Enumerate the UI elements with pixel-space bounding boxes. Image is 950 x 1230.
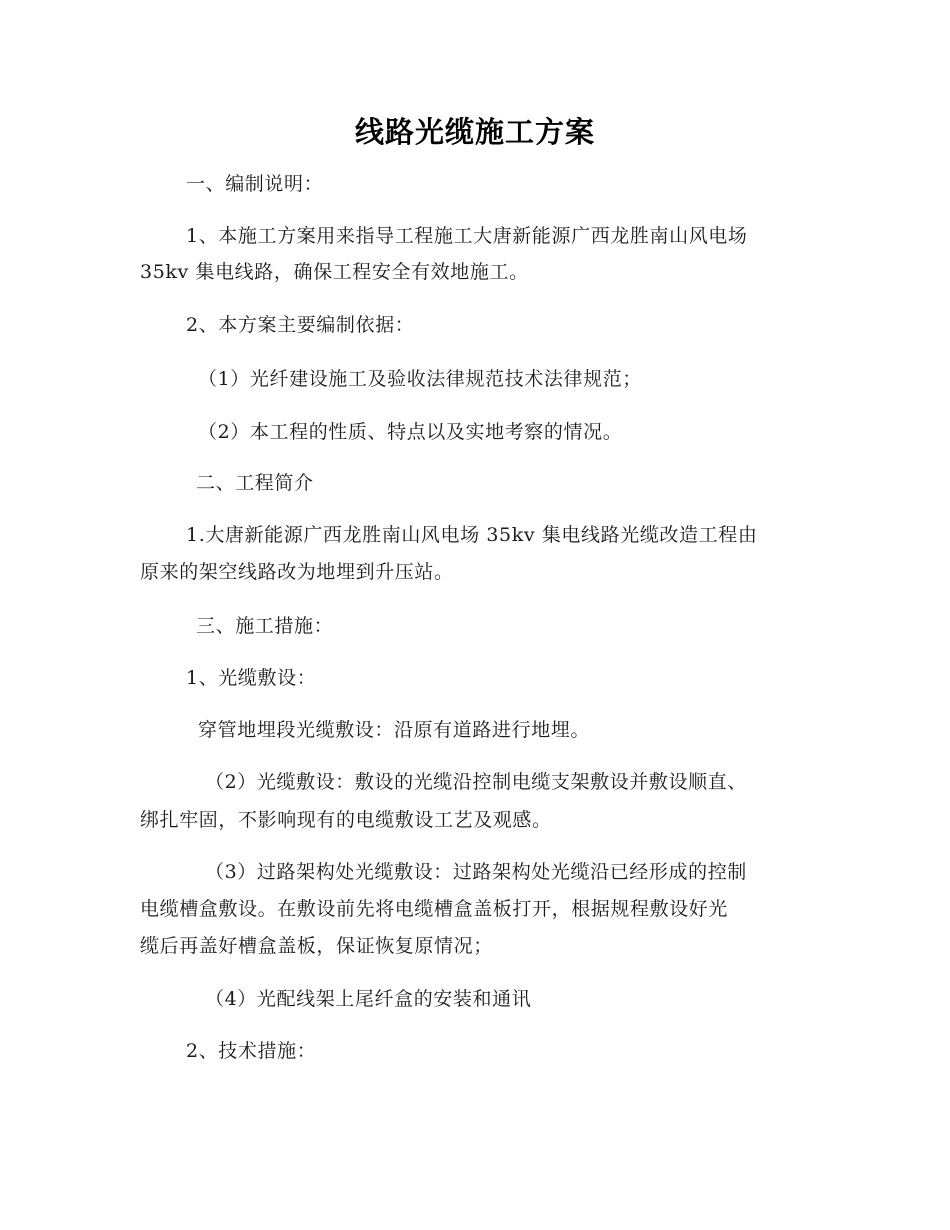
- paragraph-line: 2、本方案主要编制依据：: [186, 314, 415, 336]
- section-heading-measures: 三、施工措施：: [196, 615, 334, 637]
- list-item: （2）光缆敷设：敷设的光缆沿控制电缆支架敷设并敷设顺直、: [205, 771, 747, 793]
- paragraph-line: 穿管地埋段光缆敷设：沿原有道路进行地埋。: [198, 719, 591, 741]
- section-heading-overview: 二、工程简介: [196, 472, 314, 494]
- paragraph-line: 35kv 集电线路，确保工程安全有效地施工。: [140, 261, 529, 283]
- paragraph-line: 1.大唐新能源广西龙胜南山风电场 35kv 集电线路光缆改造工程由: [186, 524, 758, 546]
- paragraph-line: 1、本施工方案用来指导工程施工大唐新能源广西龙胜南山风电场: [186, 225, 748, 247]
- list-item: （4）光配线架上尾纤盒的安装和通讯: [205, 988, 532, 1010]
- paragraph-line: 绑扎牢固，不影响现有的电缆敷设工艺及观感。: [140, 809, 552, 831]
- paragraph-line: 缆后再盖好槽盒盖板，保证恢复原情况；: [140, 935, 493, 957]
- list-item: （3）过路架构处光缆敷设：过路架构处光缆沿已经形成的控制: [205, 861, 747, 883]
- list-item: （1）光纤建设施工及验收法律规范技术法律规范；: [198, 368, 642, 390]
- list-item: （2）本工程的性质、特点以及实地考察的情况。: [198, 421, 623, 443]
- paragraph-line: 电缆槽盒敷设。在敷设前先将电缆槽盒盖板打开，根据规程敷设好光: [140, 898, 729, 920]
- paragraph-line: 1、光缆敷设：: [186, 667, 317, 689]
- section-heading-technical: 2、技术措施：: [186, 1040, 317, 1062]
- paragraph-line: 原来的架空线路改为地埋到升压站。: [140, 561, 454, 583]
- document-title: 线路光缆施工方案: [354, 115, 595, 149]
- section-heading-compilation: 一、编制说明：: [186, 173, 324, 195]
